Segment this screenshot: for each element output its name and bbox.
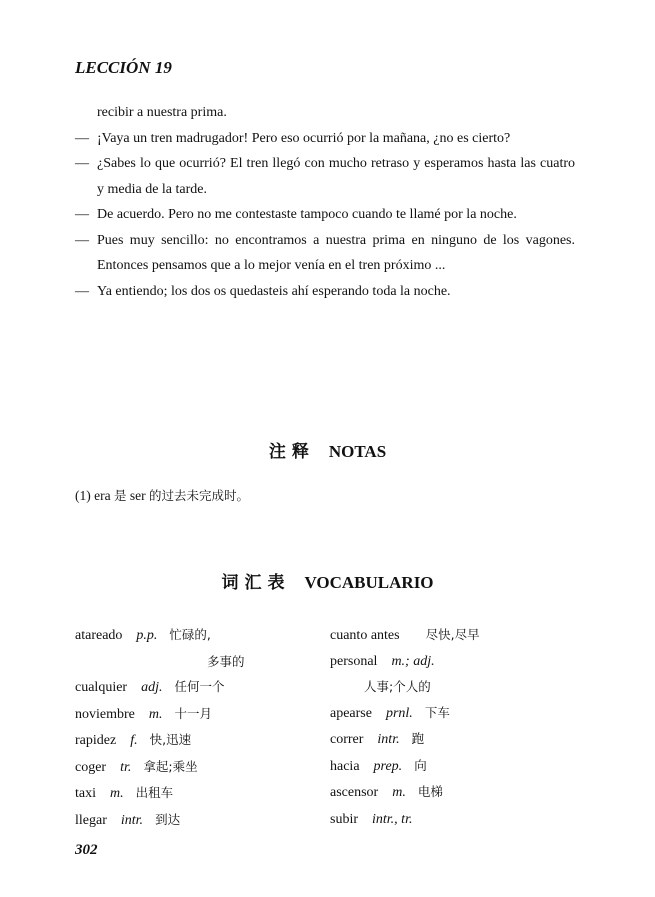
vocab-entry: subir intr., tr. [330, 811, 413, 827]
vocab-entry: rapidez f. 快,迅速 [75, 732, 192, 748]
dialog-line: — ¿Sabes lo que ocurrió? El tren llegó con mucho retraso y esperamos hasta las cuatro y media de la tarde. [75, 156, 575, 197]
vocabulary-right-column [330, 622, 580, 832]
page-number: 302 [75, 842, 98, 858]
dialog-line: — De acuerdo. Pero no me contestaste tampoco cuando te llamé por la noche. [75, 207, 517, 222]
vocab-entry: apearse prnl. 下车 [330, 704, 450, 721]
vocab-entry: coger tr. 拿起;乘坐 [75, 758, 198, 775]
vocab-entry: cuanto antes 尽快,尽早 [330, 627, 480, 643]
notes-list [75, 486, 249, 504]
vocabulary-left-column [75, 622, 325, 833]
vocab-entry: cualquier adj. 任何一个 [75, 679, 225, 695]
vocab-entry: llegar intr. 到达 [75, 811, 181, 828]
vocab-entry: personal m.; adj. 人事;个人的 [330, 653, 435, 694]
vocab-entry: noviembre m. 十一月 [75, 705, 213, 722]
dialog-text [75, 100, 575, 304]
vocab-entry: hacia prep. 向 [330, 757, 427, 774]
vocab-entry: atareado p.p. 忙碌的, 多事的 [75, 627, 245, 669]
vocabulary-title: 词汇表 VOCABULARIO [221, 573, 434, 593]
dialog-line: recibir a nuestra prima. [97, 105, 227, 120]
notes-title: 注释 NOTAS [268, 442, 387, 462]
vocab-entry: taxi m. 出租车 [75, 785, 174, 801]
note-item: (1) era 是 ser 的过去未完成时。 [75, 488, 250, 503]
vocab-entry: correr intr. 跑 [330, 731, 425, 747]
vocab-entry: ascensor m. 电梯 [330, 784, 443, 800]
dialog-line: — Pues muy sencillo: no encontramos a nuestra prima en ninguno de los vagones. Entonces pensamos que a lo mejor venía en el tren próximo ... [75, 232, 575, 273]
dialog-line: — ¡Vaya un tren madrugador! Pero eso ocurrió por la mañana, ¿no es cierto? [75, 130, 511, 146]
lesson-header: LECCIÓN 19 [75, 58, 172, 77]
dialog-line: — Ya entiendo; los dos os quedasteis ahí esperando toda la noche. [75, 283, 451, 299]
